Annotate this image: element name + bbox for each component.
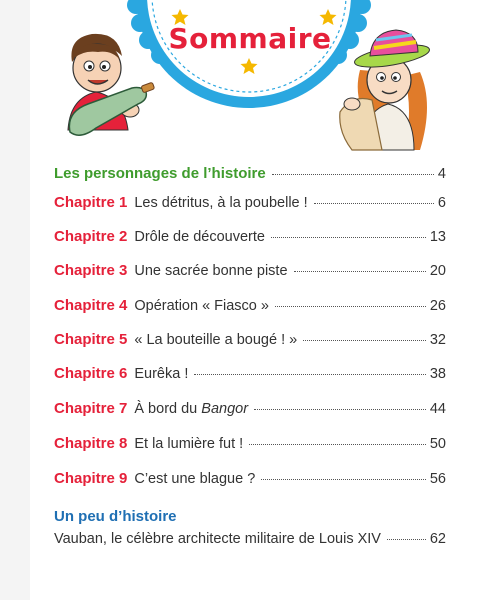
toc-row-chapter-1[interactable] — [54, 194, 446, 216]
toc-leader-dots — [294, 271, 426, 272]
toc-page-number: 56 — [429, 471, 446, 487]
toc-chapter-title-italic: Bangor — [201, 401, 249, 417]
toc-page-number: 38 — [429, 366, 446, 382]
toc-leader-dots — [275, 306, 426, 307]
toc-chapter-label: Chapitre 1 — [54, 194, 128, 211]
toc-chapter-title: C’est une blague ? — [134, 471, 256, 487]
toc-page-number: 32 — [429, 332, 446, 348]
toc-leader-dots — [387, 539, 426, 540]
toc-leader-dots — [314, 203, 434, 204]
toc-chapter-label: Chapitre 5 — [54, 331, 128, 348]
toc-page-number: 44 — [429, 401, 446, 417]
toc-history-heading-row — [54, 508, 446, 530]
toc-chapter-title: Les détritus, à la poubelle ! — [134, 195, 308, 211]
toc-chapter-title: Et la lumière fut ! — [134, 436, 244, 452]
toc-chapter-title: Drôle de découverte — [134, 229, 265, 245]
toc-row-chapter-5[interactable] — [54, 331, 446, 353]
toc-page-number: 6 — [437, 195, 446, 211]
toc-row-chapter-3[interactable] — [54, 262, 446, 284]
page-title: Sommaire — [168, 22, 332, 55]
toc-chapter-label: Chapitre 6 — [54, 365, 128, 382]
toc-chapter-label: Chapitre 2 — [54, 228, 128, 245]
toc-page-number: 50 — [429, 436, 446, 452]
toc-leader-dots — [272, 174, 434, 175]
toc-chapter-label: Chapitre 8 — [54, 435, 128, 452]
toc-leader-dots — [271, 237, 426, 238]
toc-chapter-title: Opération « Fiasco » — [134, 298, 269, 314]
toc-chapter-title — [134, 401, 248, 417]
toc-chapter-title-prefix: À bord du — [134, 401, 198, 417]
toc-leader-dots — [303, 340, 426, 341]
toc-history-heading: Un peu d’histoire — [54, 508, 177, 525]
toc-chapter-label: Chapitre 4 — [54, 297, 128, 314]
toc-chapter-label: Chapitre 9 — [54, 470, 128, 487]
toc-chapter-label: Chapitre 7 — [54, 400, 128, 417]
toc-history-entry: Vauban, le célèbre architecte militaire de Louis XIV — [54, 531, 381, 547]
toc-row-chapter-2[interactable] — [54, 228, 446, 250]
toc-chapter-label: Chapitre 3 — [54, 262, 128, 279]
toc-chapter-title: « La bouteille a bougé ! » — [134, 332, 298, 348]
toc-row-history[interactable] — [54, 531, 446, 553]
toc-row-chapter-8[interactable] — [54, 435, 446, 457]
toc-page-number: 20 — [429, 263, 446, 279]
toc-leader-dots — [261, 479, 426, 480]
toc-row-chapter-9[interactable] — [54, 470, 446, 492]
toc-row-chapter-4[interactable] — [54, 297, 446, 319]
toc-section-label: Les personnages de l’histoire — [54, 165, 266, 182]
toc-leader-dots — [254, 409, 426, 410]
toc-row-characters[interactable] — [54, 165, 446, 187]
toc-page-number: 4 — [437, 166, 446, 182]
toc-row-chapter-6[interactable] — [54, 365, 446, 387]
toc-page-number: 13 — [429, 229, 446, 245]
toc-leader-dots — [194, 374, 426, 375]
toc-page-number: 26 — [429, 298, 446, 314]
toc-page-number: 62 — [429, 531, 446, 547]
toc-chapter-title: Eurêka ! — [134, 366, 189, 382]
toc-row-chapter-7[interactable] — [54, 400, 446, 422]
toc-chapter-title: Une sacrée bonne piste — [134, 263, 288, 279]
toc-leader-dots — [249, 444, 426, 445]
